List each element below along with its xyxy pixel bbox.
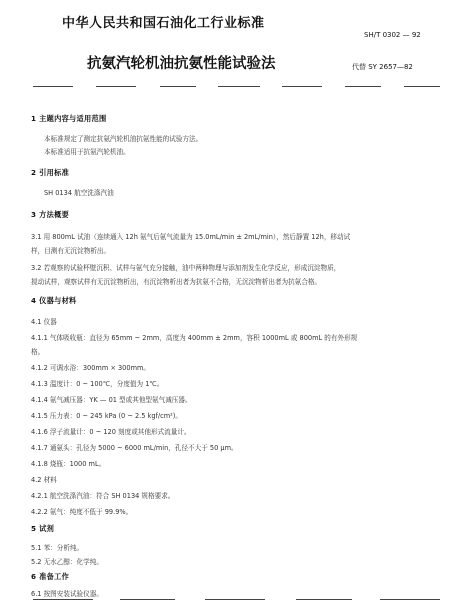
- footer-separator-segment: [296, 599, 352, 600]
- body-text: SH 0134 航空洗涤汽油: [44, 189, 114, 197]
- body-text: 样，目测有无沉淀物析出。: [31, 247, 111, 255]
- body-text: 6.1 按图安装试验仪器。: [31, 590, 103, 598]
- body-text: 4.1.3 温度计：0 ~ 100℃，分度值为 1℃。: [31, 380, 164, 388]
- body-text: 4.1.6 浮子流量计：0 ~ 120 刻度或其他形式流量计。: [31, 428, 191, 436]
- header-separator-segment: [282, 86, 322, 87]
- section-heading: 4 仪器与材料: [31, 296, 77, 305]
- footer-separator-segment: [33, 599, 93, 600]
- body-text: 4.1.1 气体吸收瓶：直径为 65mm ~ 2mm，高度为 400mm ± 2mm，容积 1000mL 或 800mL 的有外形规: [31, 334, 358, 342]
- body-text: 4.2.1 航空洗涤汽油：符合 SH 0134 规格要求。: [31, 492, 175, 500]
- replaces-standard-code: 代替 SY 2657—82: [352, 63, 413, 71]
- section-heading: 1 主题内容与适用范围: [31, 114, 107, 123]
- body-text: 4.1.4 氨气减压器：YK — 01 型或其他型氨气减压器。: [31, 396, 192, 404]
- body-text: 4.1.2 可调水浴：300mm × 300mm。: [31, 364, 151, 372]
- footer-separator-segment: [380, 599, 440, 600]
- standard-title: 中华人民共和国石油化工行业标准: [62, 16, 265, 31]
- section-heading: 5 试剂: [31, 524, 55, 533]
- body-text: 4.1.5 压力表：0 ~ 245 kPa (0 ~ 2.5 kgf/cm²)。: [31, 412, 182, 420]
- section-heading: 6 准备工作: [31, 572, 70, 581]
- header-separator-segment: [33, 86, 73, 87]
- body-text: 搅动试样，观察试样有无沉淀物析出，有沉淀物析出者为抗氨不合格，无沉淀物析出者为抗氨合格。: [31, 278, 322, 286]
- body-text: 4.2 材料: [31, 476, 57, 484]
- body-text: 3.2 若观察的试验杯壁沉积、试样与氨气充分接触，油中两种物理与添加剂发生化学反应，形成沉淀物质，: [31, 264, 341, 272]
- document-title: 抗氨汽轮机油抗氨性能试验法: [87, 56, 276, 72]
- body-text: 5.1 苯：分析纯。: [31, 544, 84, 552]
- body-text: 格。: [31, 348, 45, 356]
- footer-separator-segment: [120, 599, 175, 600]
- header-separator-segment: [160, 86, 196, 87]
- section-heading: 2 引用标准: [31, 168, 70, 177]
- header-separator-segment: [218, 86, 260, 87]
- body-text: 5.2 无水乙醇：化学纯。: [31, 558, 103, 566]
- body-text: 本标准规定了测定抗氨汽轮机油抗氨性能的试验方法。: [44, 135, 203, 143]
- body-text: 3.1 用 800mL 试油（连续通入 12h 氨气后氨气流量为 15.0mL/min ± 2mL/min），然后静置 12h，移动试: [31, 233, 351, 241]
- header-separator-segment: [404, 86, 440, 87]
- body-text: 本标准适用于抗氨汽轮机油。: [44, 148, 130, 156]
- header-separator-segment: [96, 86, 136, 87]
- header-separator-segment: [345, 86, 381, 87]
- body-text: 4.1.7 通氨头：孔径为 5000 ~ 6000 mL/min，孔径不大于 50 μm。: [31, 444, 238, 452]
- body-text: 4.1 仪器: [31, 318, 57, 326]
- body-text: 4.2.2 氨气：纯度不低于 99.9%。: [31, 508, 133, 516]
- footer-separator-segment: [205, 599, 265, 600]
- body-text: 4.1.8 烧瓶：1000 mL。: [31, 460, 106, 468]
- section-heading: 3 方法概要: [31, 210, 70, 219]
- standard-code: SH/T 0302 — 92: [364, 31, 421, 39]
